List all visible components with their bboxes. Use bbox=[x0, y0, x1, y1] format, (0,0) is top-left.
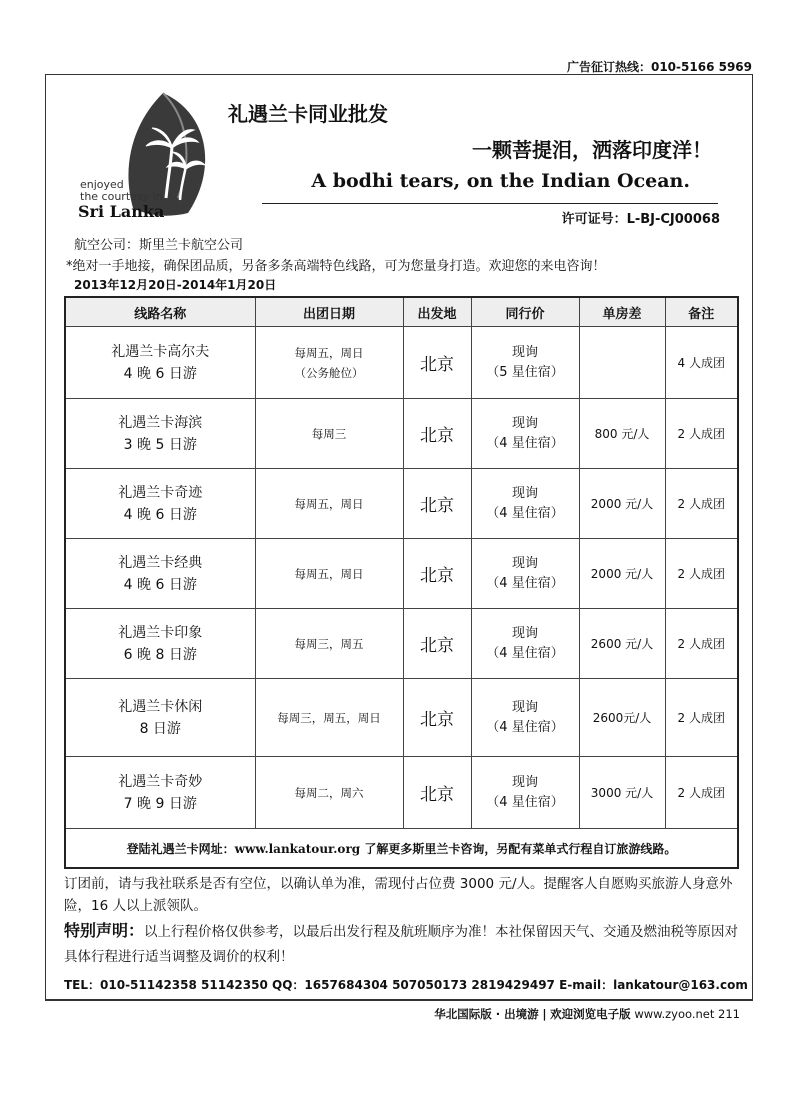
departure-date-cell bbox=[255, 469, 403, 539]
trade-price: 现询 bbox=[511, 344, 538, 360]
license-number: 许可证号：L-BJ-CJ00068 bbox=[561, 212, 720, 227]
hotel-grade: （4 星住宿） bbox=[486, 435, 564, 451]
group-note: 2 人成团 bbox=[665, 469, 738, 539]
route-name: 礼遇兰卡海滨 bbox=[118, 414, 203, 431]
special-statement-text: 以上行程价格仅供参考，以最后出发行程及航班顺序为准！本社保留因天气、交通及燃油税等原因对具体行程进行适当调整及调价的权利！ bbox=[64, 924, 739, 965]
header-departure-date: 出团日期 bbox=[255, 297, 403, 327]
group-note: 4 人成团 bbox=[665, 327, 738, 399]
route-name-cell bbox=[65, 539, 255, 609]
departure-note: （公务舱位） bbox=[294, 365, 364, 380]
header-divider bbox=[262, 203, 718, 204]
slogan-english: A bodhi tears, on the Indian Ocean. bbox=[311, 170, 690, 192]
table-row bbox=[65, 469, 738, 539]
logo-text-line3: Sri Lanka bbox=[78, 202, 165, 221]
route-duration: 6 晚 8 日游 bbox=[123, 646, 197, 663]
trade-price-cell bbox=[471, 469, 579, 539]
route-name: 礼遇兰卡奇迹 bbox=[118, 484, 203, 501]
logo-text-line1: enjoyed bbox=[80, 178, 124, 191]
departure-city: 北京 bbox=[403, 327, 471, 399]
route-name-cell bbox=[65, 609, 255, 679]
departure-city: 北京 bbox=[403, 399, 471, 469]
hotel-grade: （4 星住宿） bbox=[486, 505, 564, 521]
departure-city: 北京 bbox=[403, 539, 471, 609]
hotel-grade: （4 星住宿） bbox=[486, 794, 564, 810]
single-supplement bbox=[579, 327, 665, 399]
trade-price: 现询 bbox=[511, 555, 538, 571]
departure-days: 每周五，周日 bbox=[294, 566, 364, 581]
trade-price-cell bbox=[471, 399, 579, 469]
departure-city: 北京 bbox=[403, 757, 471, 829]
route-name-cell bbox=[65, 679, 255, 757]
group-note: 2 人成团 bbox=[665, 679, 738, 757]
table-row bbox=[65, 757, 738, 829]
route-duration: 7 晚 9 日游 bbox=[123, 795, 197, 812]
group-note: 2 人成团 bbox=[665, 399, 738, 469]
route-name: 礼遇兰卡休闲 bbox=[118, 698, 203, 715]
contact-info: TEL：010-51142358 51142350 QQ：1657684304 507050173 2819429497 E-mail：lankatour@163.com bbox=[64, 978, 748, 992]
page-number: 211 bbox=[718, 1007, 740, 1021]
special-statement bbox=[64, 918, 744, 970]
website-note: 登陆礼遇兰卡网址：www.lankatour.org 了解更多斯里兰卡咨询，另配有菜单式行程自订旅游线路。 bbox=[65, 829, 738, 869]
departure-date-cell bbox=[255, 399, 403, 469]
table-row bbox=[65, 679, 738, 757]
hotel-grade: （4 星住宿） bbox=[486, 575, 564, 591]
validity-period: 2013年12月20日-2014年1月20日 bbox=[74, 278, 277, 292]
trade-price-cell bbox=[471, 757, 579, 829]
departure-date-cell bbox=[255, 757, 403, 829]
departure-city: 北京 bbox=[403, 609, 471, 679]
header-route-name: 线路名称 bbox=[65, 297, 255, 327]
departure-days: 每周二，周六 bbox=[294, 785, 364, 800]
group-note: 2 人成团 bbox=[665, 757, 738, 829]
service-remark: *绝对一手地接，确保团品质，另备多条高端特色线路，可为您量身打造。欢迎您的来电咨询！ bbox=[66, 259, 606, 274]
single-supplement: 2600元/人 bbox=[579, 679, 665, 757]
route-name-cell bbox=[65, 757, 255, 829]
footer-separator: | bbox=[542, 1007, 547, 1021]
departure-city: 北京 bbox=[403, 679, 471, 757]
group-note: 2 人成团 bbox=[665, 609, 738, 679]
route-duration: 3 晚 5 日游 bbox=[123, 436, 197, 453]
departure-days: 每周五，周日 bbox=[294, 345, 364, 360]
departure-days: 每周三，周五，周日 bbox=[277, 710, 381, 725]
hotel-grade: （5 星住宿） bbox=[486, 364, 564, 380]
route-duration: 4 晚 6 日游 bbox=[123, 365, 197, 382]
trade-price-cell bbox=[471, 679, 579, 757]
table-row bbox=[65, 609, 738, 679]
hotel-grade: （4 星住宿） bbox=[486, 645, 564, 661]
route-name-cell bbox=[65, 327, 255, 399]
footer-website: www.zyoo.net bbox=[634, 1007, 715, 1021]
table-row bbox=[65, 327, 738, 399]
route-name: 礼遇兰卡印象 bbox=[118, 624, 203, 641]
header-single-supplement: 单房差 bbox=[579, 297, 665, 327]
table-row bbox=[65, 539, 738, 609]
trade-price-cell bbox=[471, 539, 579, 609]
single-supplement: 3000 元/人 bbox=[579, 757, 665, 829]
trade-price: 现询 bbox=[511, 625, 538, 641]
logo-text-line2: the courtesy in bbox=[80, 190, 163, 203]
header-trade-price: 同行价 bbox=[471, 297, 579, 327]
trade-price-cell bbox=[471, 327, 579, 399]
departure-days: 每周五，周日 bbox=[294, 496, 364, 511]
departure-date-cell bbox=[255, 679, 403, 757]
departure-date-cell bbox=[255, 539, 403, 609]
trade-price: 现询 bbox=[511, 485, 538, 501]
departure-date-cell bbox=[255, 327, 403, 399]
route-price-table bbox=[64, 296, 739, 869]
footer-divider bbox=[45, 1000, 753, 1001]
slogan-chinese: 一颗菩提泪，洒落印度洋！ bbox=[472, 138, 712, 162]
airline-info: 航空公司：斯里兰卡航空公司 bbox=[74, 238, 244, 253]
single-supplement: 2000 元/人 bbox=[579, 539, 665, 609]
footer-section: 华北国际版 · 出境游 bbox=[434, 1007, 539, 1021]
departure-days: 每周三，周五 bbox=[294, 636, 364, 651]
page-footer bbox=[434, 1006, 740, 1022]
hotel-grade: （4 星住宿） bbox=[486, 719, 564, 735]
route-name: 礼遇兰卡经典 bbox=[118, 554, 203, 571]
brand-title: 礼遇兰卡同业批发 bbox=[228, 102, 388, 126]
table-row bbox=[65, 399, 738, 469]
route-duration: 8 日游 bbox=[139, 720, 181, 737]
header-departure-city: 出发地 bbox=[403, 297, 471, 327]
route-name-cell bbox=[65, 399, 255, 469]
single-supplement: 800 元/人 bbox=[579, 399, 665, 469]
table-header-row bbox=[65, 297, 738, 327]
route-duration: 4 晚 6 日游 bbox=[123, 576, 197, 593]
departure-city: 北京 bbox=[403, 469, 471, 539]
footer-label: 欢迎浏览电子版 bbox=[550, 1007, 631, 1021]
trade-price-cell bbox=[471, 609, 579, 679]
route-name: 礼遇兰卡奇妙 bbox=[118, 773, 203, 790]
trade-price: 现询 bbox=[511, 774, 538, 790]
special-statement-label: 特别声明： bbox=[64, 921, 145, 940]
departure-date-cell bbox=[255, 609, 403, 679]
header-notes: 备注 bbox=[665, 297, 738, 327]
departure-days: 每周三 bbox=[311, 426, 347, 441]
single-supplement: 2600 元/人 bbox=[579, 609, 665, 679]
ad-hotline: 广告征订热线：010-5166 5969 bbox=[566, 60, 752, 74]
route-name: 礼遇兰卡高尔夫 bbox=[111, 343, 210, 360]
single-supplement: 2000 元/人 bbox=[579, 469, 665, 539]
table-footer-row bbox=[65, 829, 738, 869]
booking-note: 订团前，请与我社联系是否有空位，以确认单为准，需现付占位费 3000 元/人。提醒客人自愿购买旅游人身意外险，16 人以上派领队。 bbox=[64, 876, 733, 914]
trade-price: 现询 bbox=[511, 699, 538, 715]
trade-price: 现询 bbox=[511, 415, 538, 431]
route-name-cell bbox=[65, 469, 255, 539]
route-duration: 4 晚 6 日游 bbox=[123, 506, 197, 523]
group-note: 2 人成团 bbox=[665, 539, 738, 609]
